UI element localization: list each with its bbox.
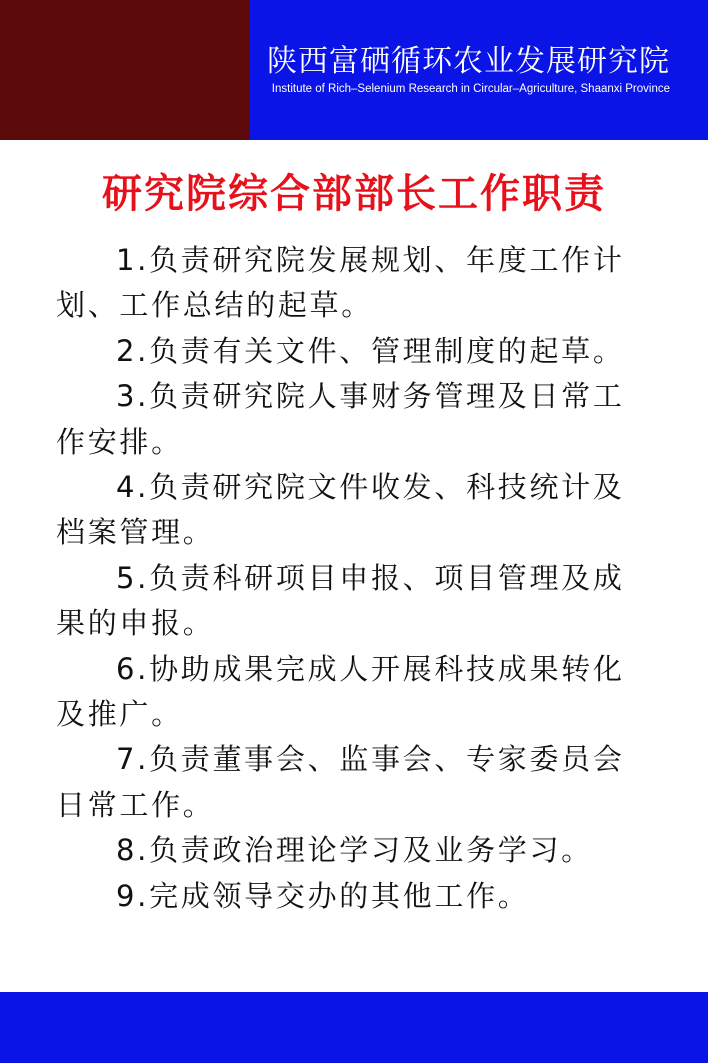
- duty-item: 8.负责政治理论学习及业务学习。: [116, 833, 593, 868]
- organization-english-name: Institute of Rich–Selenium Research in Circular–Agriculture, Shaanxi Province: [271, 83, 670, 95]
- document-title: 研究院综合部部长工作职责: [102, 171, 606, 217]
- header-color-block: [0, 0, 250, 140]
- header-title-area: [250, 0, 708, 140]
- duty-item: 3.负责研究院人事财务管理及日常工作安排。: [56, 379, 625, 459]
- duty-item: 4.负责研究院文件收发、科技统计及档案管理。: [56, 470, 625, 550]
- duty-item: 1.负责研究院发展规划、年度工作计划、工作总结的起草。: [56, 243, 625, 323]
- header-banner: [0, 0, 708, 140]
- duty-item: 2.负责有关文件、管理制度的起草。: [116, 333, 625, 368]
- duty-item: 5.负责科研项目申报、项目管理及成果的申报。: [56, 560, 625, 641]
- duty-item: 6.协助成果完成人开展科技成果转化及推广。: [56, 651, 625, 732]
- footer-banner: [0, 992, 708, 1063]
- organization-name: 陕西富硒循环农业发展研究院: [267, 44, 670, 79]
- duty-item: 7.负责董事会、监事会、专家委员会日常工作。: [56, 742, 625, 822]
- document-body: [0, 140, 708, 992]
- duty-item: 9.完成领导交办的其他工作。: [116, 878, 530, 913]
- duty-list: [56, 238, 656, 919]
